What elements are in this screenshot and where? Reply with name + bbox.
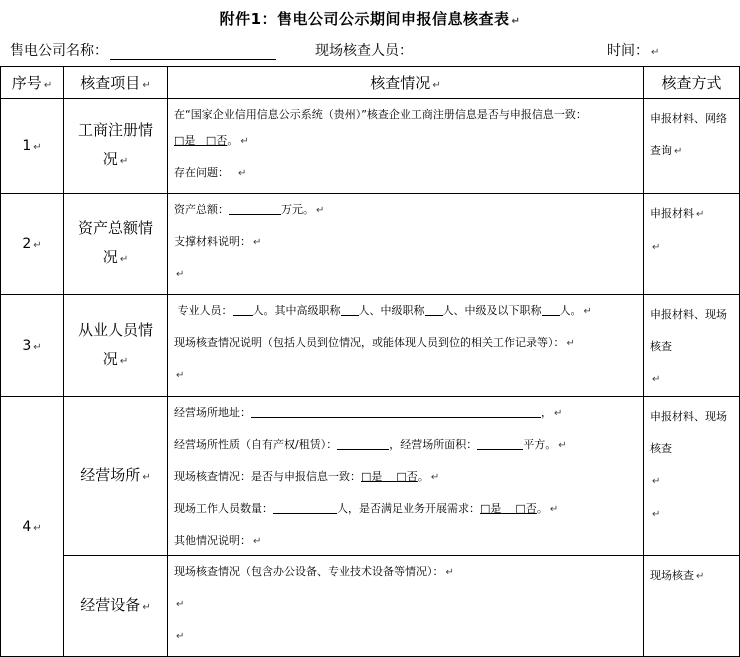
row-number: 2 ↵ bbox=[1, 194, 64, 295]
yes-checkbox[interactable]: □是 bbox=[174, 134, 196, 147]
page-title: 附件1：售电公司公示期间申报信息核查表 ↵ bbox=[219, 10, 521, 28]
col-header-method: 核查方式 bbox=[644, 67, 740, 99]
junior-count-blank[interactable] bbox=[542, 303, 560, 316]
table-row bbox=[1, 295, 740, 397]
check-item: 经营设备 ↵ bbox=[64, 556, 168, 657]
check-item: 经营场所 ↵ bbox=[64, 397, 168, 556]
col-header-situation: 核查情况 ↵ bbox=[168, 67, 644, 99]
table-row bbox=[1, 397, 740, 556]
check-method: 申报材料、现场 核查 ↵ ↵ bbox=[644, 397, 740, 556]
table-header-row bbox=[1, 67, 740, 99]
table-row bbox=[1, 194, 740, 295]
yes-checkbox[interactable]: □是 bbox=[480, 502, 502, 515]
table-row bbox=[1, 99, 740, 194]
yes-checkbox[interactable]: □是 bbox=[361, 470, 383, 483]
col-header-item: 核查项目 ↵ bbox=[64, 67, 168, 99]
check-detail: 现场核查情况（包含办公设备、专业技术设备等情况）： ↵ ↵ ↵ bbox=[168, 556, 644, 657]
inspection-table bbox=[0, 66, 740, 657]
area-blank[interactable] bbox=[477, 437, 523, 450]
staff-number-blank[interactable] bbox=[273, 501, 337, 514]
asset-amount-blank[interactable] bbox=[229, 202, 281, 215]
time-field[interactable]: 时间： ↵ bbox=[607, 43, 660, 59]
check-item: 工商注册情 况 ↵ bbox=[64, 99, 168, 194]
staff-count-blank[interactable] bbox=[233, 303, 253, 316]
senior-count-blank[interactable] bbox=[341, 303, 359, 316]
company-name-label: 售电公司名称： bbox=[10, 43, 108, 59]
check-detail: 经营场所地址： ， ↵ 经营场所性质（自有产权/租赁）： ，经营场所面积： 平方。 ↵ 现场核查情况：是否与申报信息一致：□是 □否。 ↵ 现场工作人员数量： 人，是否满足业务开展需求：□是 □否。 ↵ 其他情况说明： ↵ bbox=[168, 397, 644, 556]
check-method: 申报材料 ↵ ↵ bbox=[644, 194, 740, 295]
inspector-label: 现场核查人员： bbox=[315, 43, 413, 59]
time-label: 时间： bbox=[607, 43, 649, 59]
company-name-field[interactable] bbox=[10, 40, 276, 62]
check-detail: 专业人员： 人。其中高级职称 人、中级职称 人、中级及以下职称 人。 ↵ 现场核查情况说明（包括人员到位情况，或能体现人员到位的相关工作记录等）： ↵ ↵ bbox=[168, 295, 644, 397]
inspector-field[interactable] bbox=[315, 40, 413, 62]
nature-blank[interactable] bbox=[337, 437, 389, 450]
row-number: 4 ↵ bbox=[1, 397, 64, 657]
no-checkbox[interactable]: □否 bbox=[515, 502, 537, 515]
row-number: 1 ↵ bbox=[1, 99, 64, 194]
address-blank[interactable] bbox=[251, 405, 541, 418]
check-detail: 在“国家企业信用信息公示系统（贵州）”核查企业工商注册信息是否与申报信息一致： □是 □否。 ↵ 存在问题： ↵ bbox=[168, 99, 644, 194]
check-detail: 资产总额： 万元。 ↵ 支撑材料说明： ↵ ↵ bbox=[168, 194, 644, 295]
check-item: 从业人员情 况 ↵ bbox=[64, 295, 168, 397]
no-checkbox[interactable]: □否 bbox=[396, 470, 418, 483]
check-method: 现场核查 ↵ bbox=[644, 556, 740, 657]
check-item: 资产总额情 况 ↵ bbox=[64, 194, 168, 295]
check-method: 申报材料、现场 核查 ↵ bbox=[644, 295, 740, 397]
no-checkbox[interactable]: □否 bbox=[205, 134, 228, 147]
check-method: 申报材料、网络 查询 ↵ bbox=[644, 99, 740, 194]
mid-count-blank[interactable] bbox=[425, 303, 443, 316]
row-number: 3 ↵ bbox=[1, 295, 64, 397]
table-row bbox=[1, 556, 740, 657]
col-header-num: 序号 ↵ bbox=[1, 67, 64, 99]
company-name-blank[interactable] bbox=[110, 45, 276, 60]
